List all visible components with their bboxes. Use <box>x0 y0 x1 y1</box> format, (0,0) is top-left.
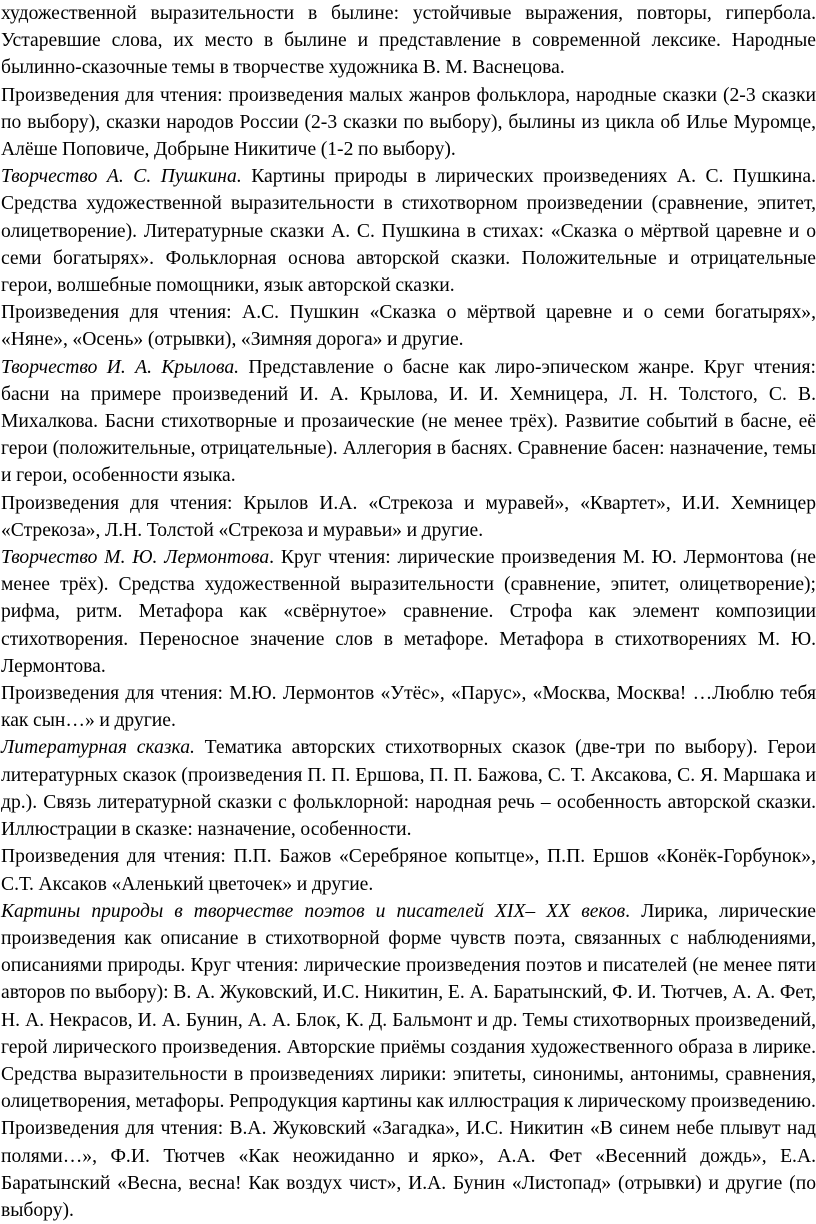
paragraph-nature-lyrics-reading-list <box>1 1115 816 1224</box>
paragraph-bylina-continuation <box>1 0 816 82</box>
paragraph-text: Тематика авторских стихотворных сказок (две-три по выбору). Герои литературных сказок (произведения П. П. Ершова, П. П. Бажова, С. Т. Аксакова, С. Я. Маршака и др.). Связь литературной сказки с фольклорной: народная речь – особенность авторской сказки. Иллюстрации в сказке: назначение, особенности. <box>1 737 816 841</box>
paragraph-krylov-reading-list <box>1 490 816 544</box>
paragraph-text: Картины природы в лирических произведениях А. С. Пушкина. Средства художественной выразительности в стихотворном произведении (сравнение, эпитет, олицетворение). Литературные сказки А. С. Пушкина в стихах: «Сказка о мёртвой царевне и о семи богатырях». Фольклорная основа авторской сказки. Положительные и отрицательные герои, волшебные помощники, язык авторской сказки. <box>1 166 816 297</box>
paragraph-text: Произведения для чтения: произведения малых жанров фольклора, народные сказки (2-3 сказки по выбору), сказки народов России (2-3 сказки по выбору), былины из цикла об Илье Муромце, Алёше Поповиче, Добрыне Никитиче (1-2 по выбору). <box>1 84 816 161</box>
paragraph-text: Произведения для чтения: П.П. Бажов «Серебряное копытце», П.П. Ершов «Конёк-Горбунок», С.Т. Аксаков «Аленький цветочек» и другие. <box>1 846 816 895</box>
paragraph-text: художественной выразительности в былине: устойчивые выражения, повторы, гипербола. Устаревшие слова, их место в былине и представление в современной лексике. Народные былинно-сказочные темы в творчестве художника В. М. Васнецова. <box>1 3 816 79</box>
paragraph-lermontov <box>1 544 816 680</box>
paragraph-text: . Круг чтения: лирические произведения М. Ю. Лермонтова (не менее трёх). Средства художественной выразительности (сравнение, эпитет, олицетворение); рифма, ритм. Метафора как «свёрнутое» сравнение. Строфа как элемент композиции стихотворения. Переносное значение слов в метафоре. Метафора в стихотворениях М. Ю. Лермонтова. <box>1 547 816 677</box>
section-heading: Литературная сказка. <box>1 737 195 759</box>
paragraph-literary-tale <box>1 734 816 843</box>
paragraph-text: Произведения для чтения: М.Ю. Лермонтов «Утёс», «Парус», «Москва, Москва! …Люблю тебя как сын…» и другие. <box>1 683 816 732</box>
paragraph-literary-tale-reading-list <box>1 843 816 897</box>
paragraph-pushkin-reading-list <box>1 299 816 353</box>
section-heading: Картины природы в творчестве поэтов и писателей XIX– XX веков <box>1 900 626 922</box>
paragraph-folklore-reading-list <box>1 82 816 164</box>
section-heading: Творчество А. С. Пушкина. <box>1 166 242 188</box>
paragraph-text: Произведения для чтения: Крылов И.А. «Стрекоза и муравей», «Квартет», И.И. Хемницер «Стрекоза», Л.Н. Толстой «Стрекоза и муравьи» и другие. <box>1 492 816 541</box>
paragraph-pushkin <box>1 163 816 299</box>
section-heading: Творчество И. А. Крылова. <box>1 356 240 378</box>
paragraph-lermontov-reading-list <box>1 680 816 734</box>
paragraph-nature-lyrics <box>1 898 816 1116</box>
section-heading: Творчество М. Ю. Лермонтова <box>1 547 270 569</box>
paragraph-krylov <box>1 354 816 490</box>
paragraph-text: Представление о басне как лиро-эпическом жанре. Круг чтения: басни на примере произведений И. А. Крылова, И. И. Хемницера, Л. Н. Толстого, С. В. Михалкова. Басни стихотворные и прозаические (не менее трёх). Развитие событий в басне, её герои (положительные, отрицательные). Аллегория в баснях. Сравнение басен: назначение, темы и герои, особенности языка. <box>1 356 816 487</box>
paragraph-text: Произведения для чтения: А.С. Пушкин «Сказка о мёртвой царевне и о семи богатырях», «Няне», «Осень» (отрывки), «Зимняя дорога» и другие. <box>1 302 816 351</box>
paragraph-text: Произведения для чтения: В.А. Жуковский «Загадка», И.С. Никитин «В синем небе плывут над полями…», Ф.И. Тютчев «Как неожиданно и ярко», А.А. Фет «Весенний дождь», Е.А. Баратынский «Весна, весна! Как воздух чист», И.А. Бунин «Листопад» (отрывки) и другие (по выбору). <box>1 1118 816 1221</box>
paragraph-text: . Лирика, лирические произведения как описание в стихотворной форме чувств поэта, связанных с наблюдениями, описаниями природы. Круг чтения: лирические произведения поэтов и писателей (не менее пяти авторов по выбору): В. А. Жуковский, И.С. Никитин, Е. А. Баратынский, Ф. И. Тютчев, А. А. Фет, Н. А. Некрасов, И. А. Бунин, А. А. Блок, К. Д. Бальмонт и др. Темы стихотворных произведений, герой лирического произведения. Авторские приёмы создания художественного образа в лирике. Средства выразительности в произведениях лирики: эпитеты, синонимы, антонимы, сравнения, олицетворения, метафоры. Репродукция картины как иллюстрация к лирическому произведению. <box>1 900 816 1113</box>
